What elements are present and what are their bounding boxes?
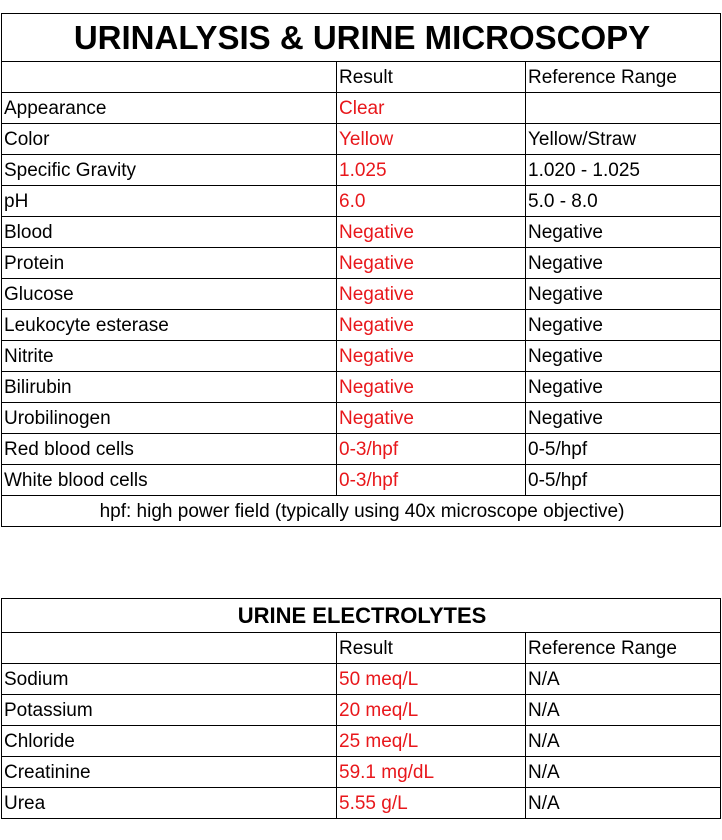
test-name: Urea [2, 788, 337, 819]
hpf-footnote: hpf: high power field (typically using 40x microscope objective) [2, 496, 721, 527]
urinalysis-rows [2, 93, 721, 496]
reference-range: 1.020 - 1.025 [526, 155, 721, 186]
test-name: Chloride [2, 726, 337, 757]
test-name: White blood cells [2, 465, 337, 496]
table-row [2, 186, 721, 217]
reference-range: Negative [526, 372, 721, 403]
result-value: Negative [337, 403, 526, 434]
reference-range: 5.0 - 8.0 [526, 186, 721, 217]
result-value: 59.1 mg/dL [337, 757, 526, 788]
test-name: Nitrite [2, 341, 337, 372]
reference-range: Negative [526, 310, 721, 341]
table-row [2, 434, 721, 465]
result-value: Negative [337, 341, 526, 372]
column-header-result: Result [337, 62, 526, 93]
result-value: Negative [337, 279, 526, 310]
test-name: Bilirubin [2, 372, 337, 403]
urinalysis-header-row [2, 62, 721, 93]
table-row [2, 372, 721, 403]
electrolytes-header-row [2, 633, 721, 664]
table-row [2, 757, 721, 788]
table-row [2, 695, 721, 726]
test-name: Color [2, 124, 337, 155]
table-row [2, 279, 721, 310]
test-name: pH [2, 186, 337, 217]
urinalysis-table [1, 13, 721, 527]
urinalysis-title: URINALYSIS & URINE MICROSCOPY [2, 14, 721, 62]
reference-range: N/A [526, 788, 721, 819]
test-name: Creatinine [2, 757, 337, 788]
column-header-reference: Reference Range [526, 62, 721, 93]
table-row [2, 248, 721, 279]
reference-range: N/A [526, 726, 721, 757]
result-value: Clear [337, 93, 526, 124]
result-value: Negative [337, 372, 526, 403]
column-header-result: Result [337, 633, 526, 664]
test-name: Specific Gravity [2, 155, 337, 186]
test-name: Blood [2, 217, 337, 248]
test-name: Potassium [2, 695, 337, 726]
table-row [2, 217, 721, 248]
result-value: Negative [337, 217, 526, 248]
reference-range: Negative [526, 279, 721, 310]
reference-range: Negative [526, 341, 721, 372]
result-value: Yellow [337, 124, 526, 155]
result-value: Negative [337, 248, 526, 279]
table-row [2, 155, 721, 186]
urine-electrolytes-table [1, 598, 721, 819]
table-row [2, 403, 721, 434]
table-row [2, 341, 721, 372]
test-name: Appearance [2, 93, 337, 124]
table-row [2, 788, 721, 819]
reference-range: Negative [526, 403, 721, 434]
table-row [2, 726, 721, 757]
electrolytes-rows [2, 664, 721, 819]
reference-range: N/A [526, 757, 721, 788]
reference-range: 0-5/hpf [526, 434, 721, 465]
reference-range [526, 93, 721, 124]
reference-range: N/A [526, 664, 721, 695]
table-row [2, 310, 721, 341]
result-value: 25 meq/L [337, 726, 526, 757]
result-value: 0-3/hpf [337, 465, 526, 496]
test-name: Leukocyte esterase [2, 310, 337, 341]
electrolytes-title: URINE ELECTROLYTES [2, 599, 721, 633]
test-name: Red blood cells [2, 434, 337, 465]
column-header-reference: Reference Range [526, 633, 721, 664]
test-name: Sodium [2, 664, 337, 695]
result-value: 50 meq/L [337, 664, 526, 695]
result-value: Negative [337, 310, 526, 341]
column-header-test [2, 633, 337, 664]
table-row [2, 93, 721, 124]
test-name: Protein [2, 248, 337, 279]
result-value: 20 meq/L [337, 695, 526, 726]
test-name: Urobilinogen [2, 403, 337, 434]
column-header-test [2, 62, 337, 93]
result-value: 5.55 g/L [337, 788, 526, 819]
result-value: 1.025 [337, 155, 526, 186]
test-name: Glucose [2, 279, 337, 310]
table-row [2, 124, 721, 155]
reference-range: Negative [526, 248, 721, 279]
result-value: 6.0 [337, 186, 526, 217]
reference-range: 0-5/hpf [526, 465, 721, 496]
reference-range: Yellow/Straw [526, 124, 721, 155]
result-value: 0-3/hpf [337, 434, 526, 465]
table-row [2, 465, 721, 496]
reference-range: Negative [526, 217, 721, 248]
reference-range: N/A [526, 695, 721, 726]
table-row [2, 664, 721, 695]
